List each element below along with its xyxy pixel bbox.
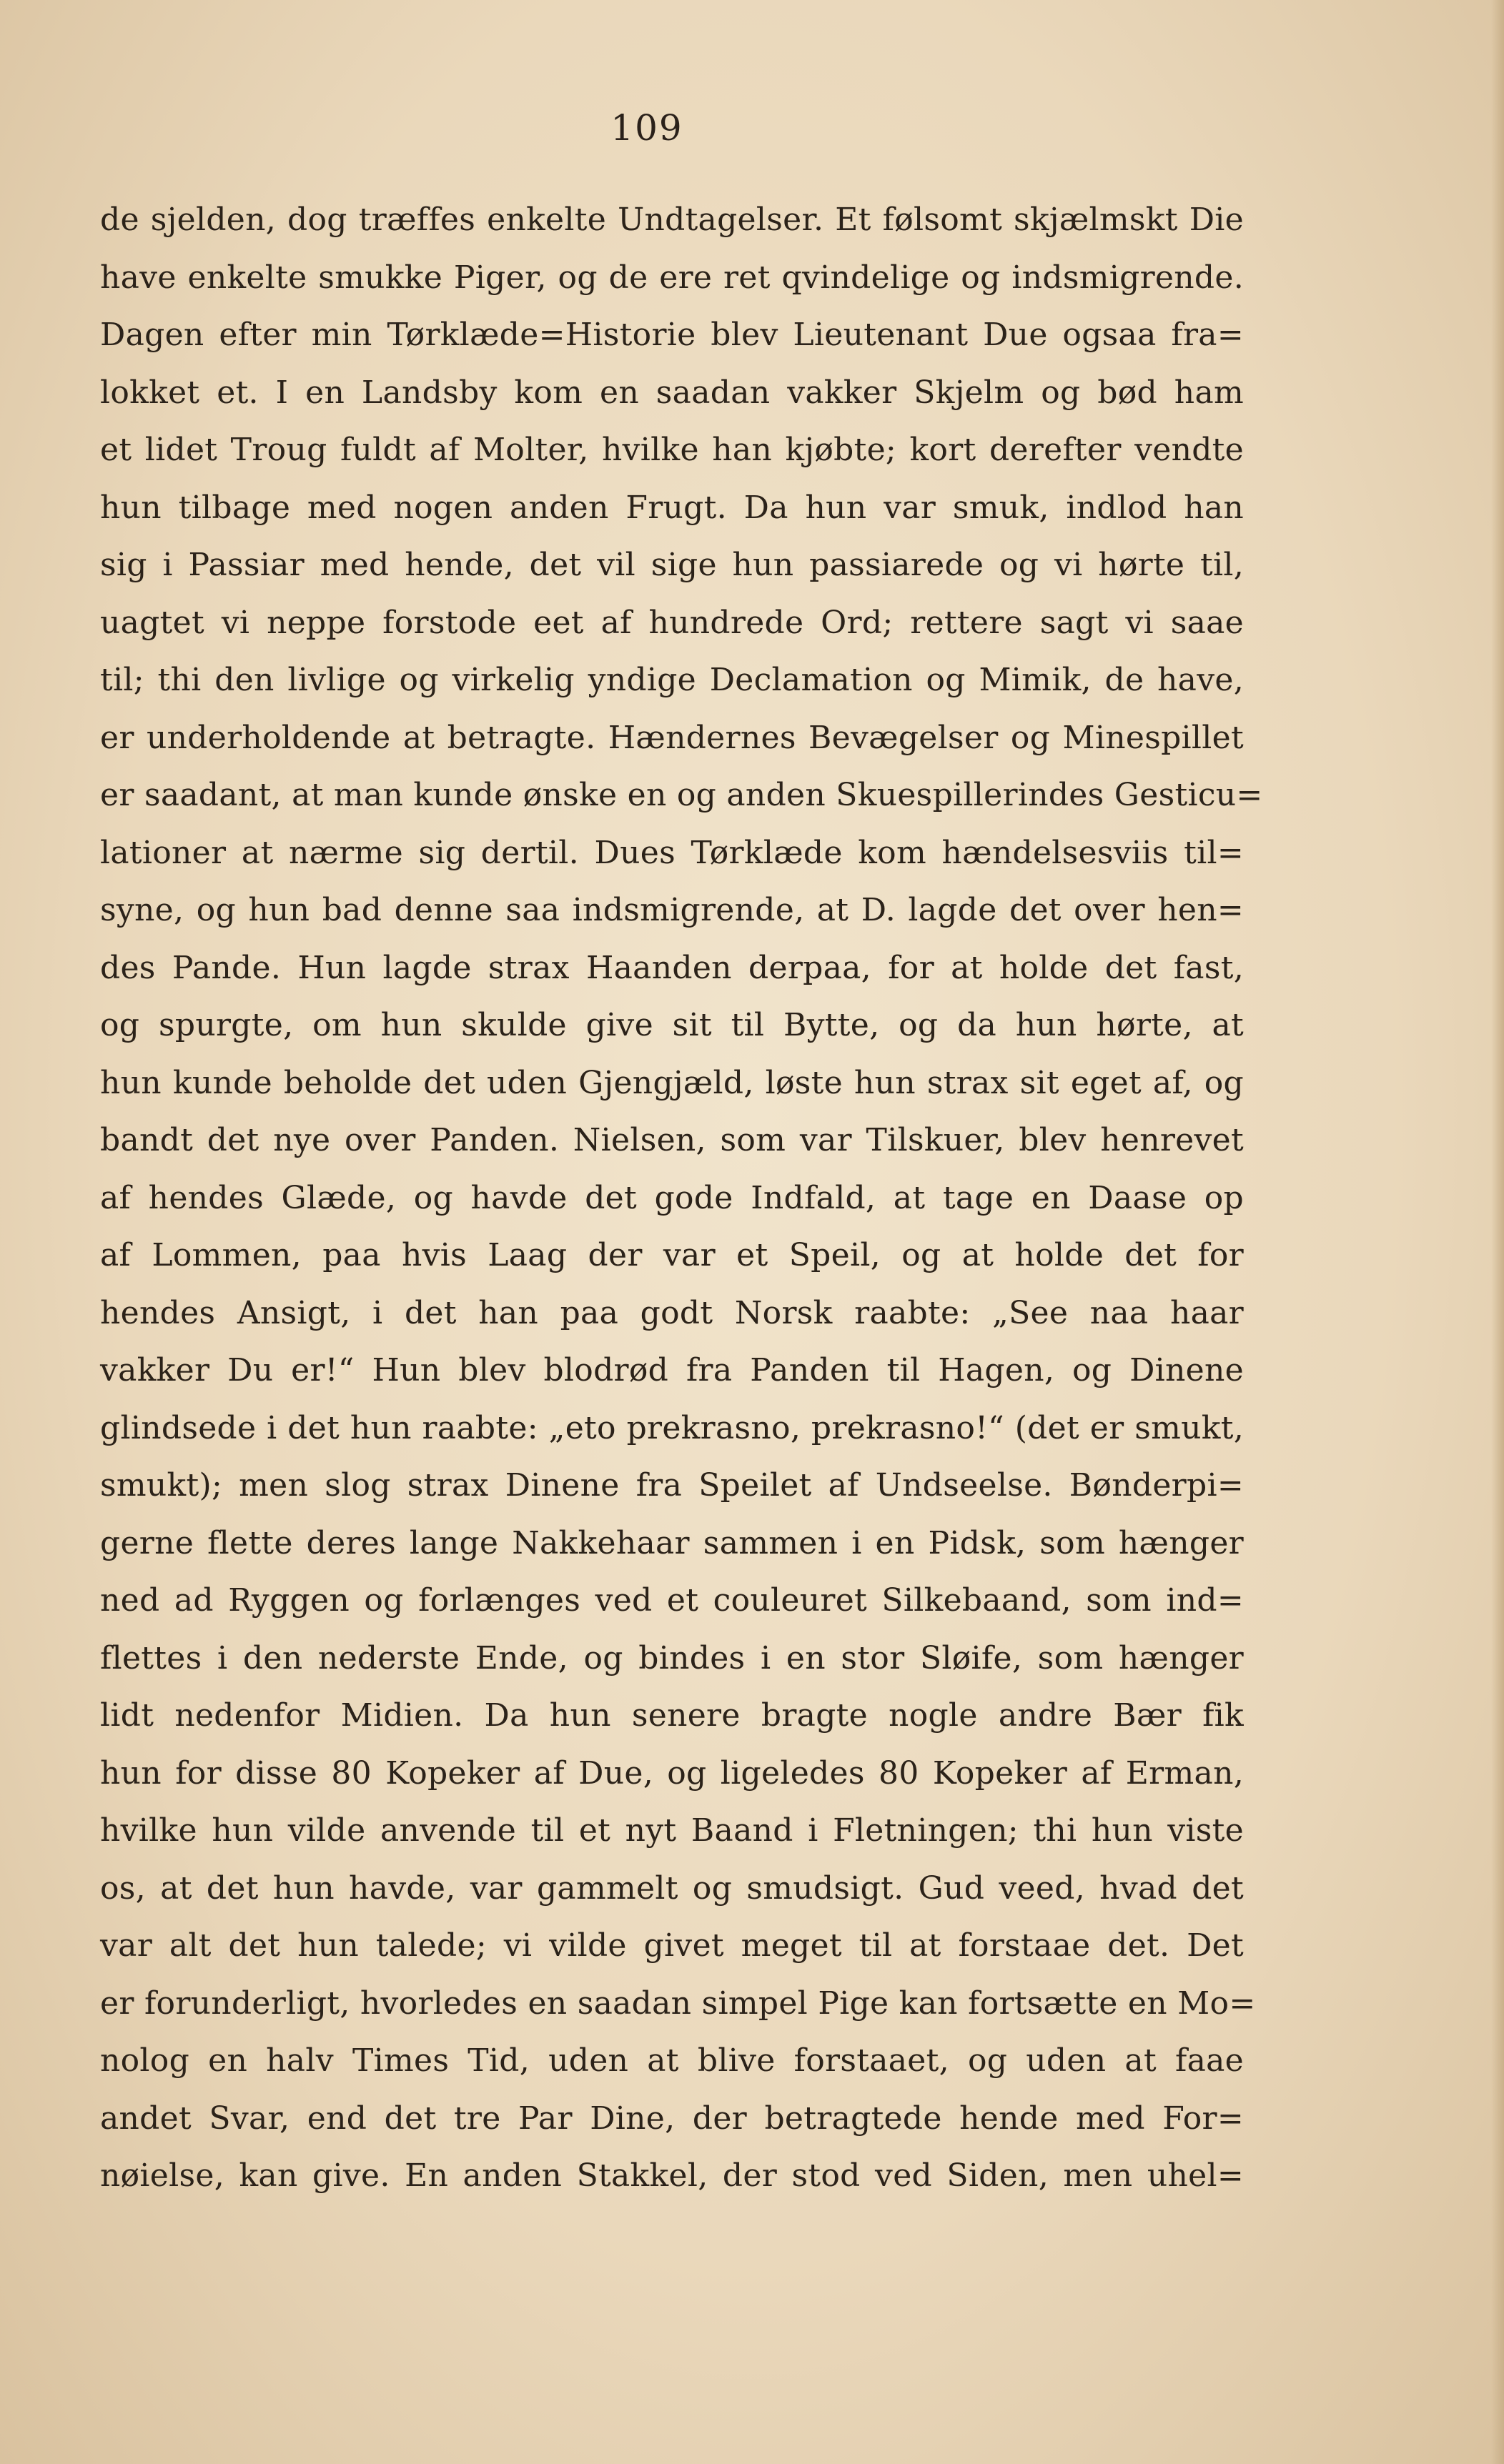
text-line: andet Svar, end det tre Par Dine, der betragtede hende med For= — [100, 2100, 1244, 2137]
text-line: uagtet vi neppe forstode eet af hundrede Ord; rettere sagt vi saae — [100, 604, 1244, 641]
text-line: glindsede i det hun raabte: „eto prekrasno, prekrasno!“ (det er smukt, — [100, 1409, 1244, 1446]
text-line: lidt nedenfor Midien. Da hun senere bragte nogle andre Bær fik — [100, 1697, 1244, 1734]
text-line: des Pande. Hun lagde strax Haanden derpaa, for at holde det fast, — [100, 949, 1244, 986]
text-line: ned ad Ryggen og forlænges ved et couleuret Silkebaand, som ind= — [100, 1582, 1244, 1619]
text-line: er forunderligt, hvorledes en saadan simpel Pige kan fortsætte en Mo= — [100, 1984, 1256, 2022]
text-line: af hendes Glæde, og havde det gode Indfald, at tage en Daase op — [100, 1179, 1244, 1216]
text-line: have enkelte smukke Piger, og de ere ret qvindelige og indsmigrende. — [100, 259, 1244, 296]
text-line: de sjelden, dog træffes enkelte Undtagelser. Et følsomt skjælmskt Die — [100, 202, 1244, 238]
text-line: var alt det hun talede; vi vilde givet meget til at forstaae det. Det — [100, 1927, 1244, 1964]
text-line: smukt); men slog strax Dinene fra Speilet af Undseelse. Bønderpi= — [100, 1467, 1244, 1504]
text-line: lationer at nærme sig dertil. Dues Tørklæde kom hændelsesviis til= — [100, 834, 1244, 871]
page-edge-shadow — [1491, 0, 1504, 2464]
text-line: Dagen efter min Tørklæde=Historie blev Lieutenant Due ogsaa fra= — [100, 317, 1244, 353]
text-line: flettes i den nederste Ende, og bindes i en stor Sløife, som hænger — [100, 1639, 1244, 1676]
text-line: gerne flette deres lange Nakkehaar sammen i en Pidsk, som hænger — [100, 1524, 1244, 1561]
text-line: sig i Passiar med hende, det vil sige hun passiarede og vi hørte til, — [100, 547, 1244, 583]
text-line: af Lommen, paa hvis Laag der var et Speil, og at holde det for — [100, 1237, 1244, 1273]
text-line: og spurgte, om hun skulde give sit til Bytte, og da hun hørte, at — [100, 1007, 1244, 1043]
page-number: 109 — [610, 107, 683, 149]
text-line: nøielse, kan give. En anden Stakkel, der stod ved Siden, men uhel= — [100, 2157, 1244, 2194]
text-line: nolog en halv Times Tid, uden at blive forstaaet, og uden at faae — [100, 2042, 1244, 2079]
text-line: hvilke hun vilde anvende til et nyt Baand i Fletningen; thi hun viste — [100, 1812, 1244, 1849]
body-text — [100, 192, 1263, 2205]
text-line: er underholdende at betragte. Hændernes Bevægelser og Minespillet — [100, 719, 1244, 756]
text-line: hun for disse 80 Kopeker af Due, og ligeledes 80 Kopeker af Erman, — [100, 1754, 1244, 1792]
text-line: hun kunde beholde det uden Gjengjæld, løste hun strax sit eget af, og — [100, 1064, 1244, 1101]
text-line: lokket et. I en Landsby kom en saadan vakker Skjelm og bød ham — [100, 374, 1244, 411]
text-line: vakker Du er!“ Hun blev blodrød fra Panden til Hagen, og Dinene — [100, 1352, 1244, 1389]
text-line: til; thi den livlige og virkelig yndige Declamation og Mimik, de have, — [100, 662, 1244, 698]
text-line: hun tilbage med nogen anden Frugt. Da hun var smuk, indlod han — [100, 489, 1244, 526]
text-line: hendes Ansigt, i det han paa godt Norsk raabte: „See naa haar — [100, 1294, 1244, 1331]
text-line: os, at det hun havde, var gammelt og smudsigt. Gud veed, hvad det — [100, 1869, 1244, 1907]
text-line: er saadant, at man kunde ønske en og anden Skuespillerindes Gesticu= — [100, 777, 1263, 813]
text-line: bandt det nye over Panden. Nielsen, som var Tilskuer, blev henrevet — [100, 1122, 1244, 1158]
text-line: et lidet Troug fuldt af Molter, hvilke han kjøbte; kort derefter vendte — [100, 432, 1244, 468]
text-line: syne, og hun bad denne saa indsmigrende, at D. lagde det over hen= — [100, 892, 1244, 928]
